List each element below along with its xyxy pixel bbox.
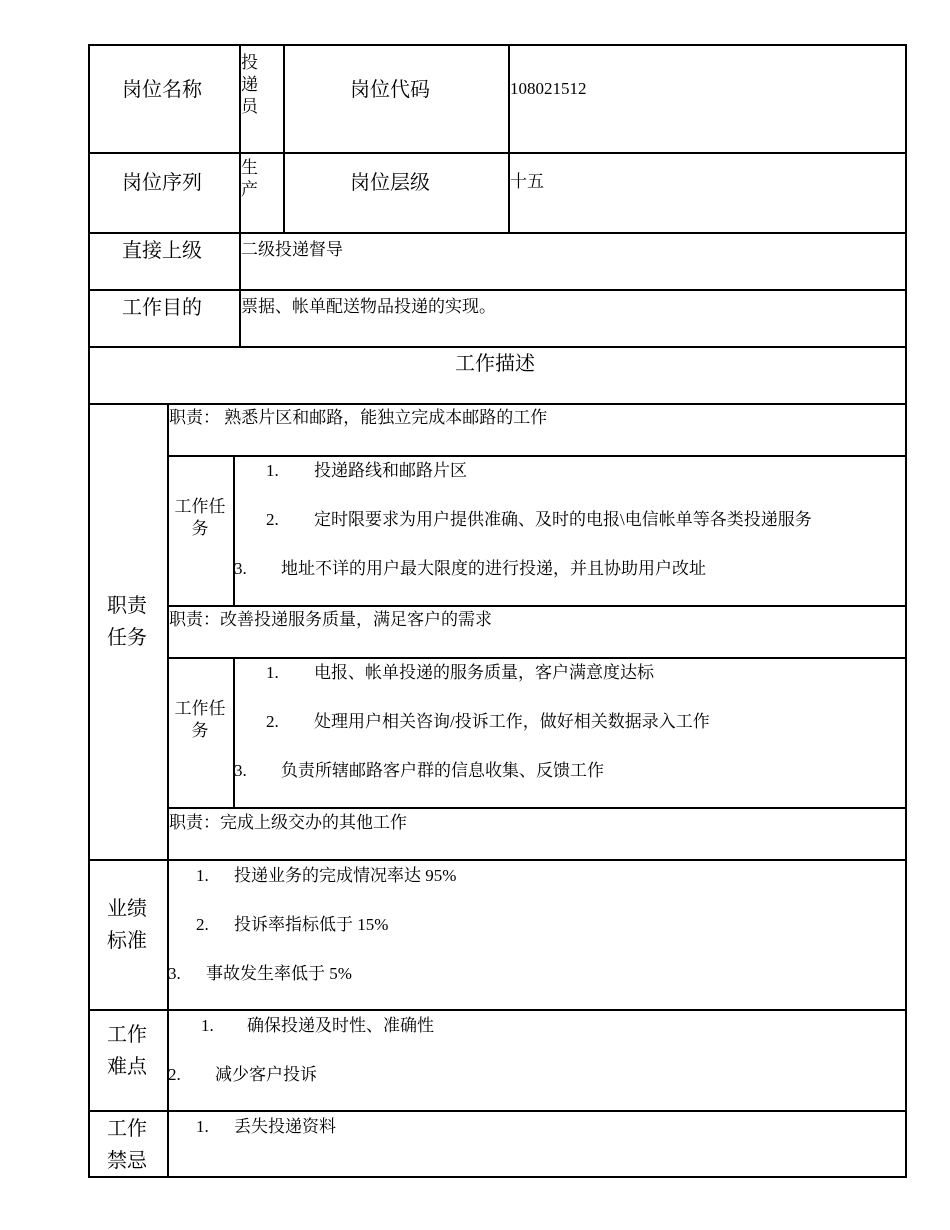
list-text: 投诉率指标低于 15% [234, 915, 389, 934]
list-text: 确保投递及时性、准确性 [247, 1016, 434, 1035]
border-duty2-tasks [167, 807, 907, 809]
duty-1-task-1 [266, 461, 467, 481]
list-text: 投递业务的完成情况率达 95% [234, 866, 457, 885]
border-right [905, 44, 907, 1178]
border-row4 [88, 346, 907, 348]
list-number: 3. [234, 761, 247, 780]
taboo-item-1 [196, 1117, 336, 1137]
post-name-value: 投递员 [241, 53, 258, 116]
difficulty-label-line2: 难点 [107, 1056, 147, 1078]
list-text: 处理用户相关咨询/投诉工作，做好相关数据录入工作 [314, 712, 710, 731]
post-level-label: 岗位层级 [350, 172, 430, 194]
list-number: 2. [266, 510, 279, 529]
performance-label-line2: 标准 [107, 930, 147, 952]
duty-2-task-3 [234, 761, 604, 781]
post-code-label: 岗位代码 [350, 79, 430, 101]
border-difficulty-end [88, 1110, 907, 1112]
list-text: 丢失投递资料 [234, 1117, 336, 1136]
duty-2-task-label: 工作任务 [174, 699, 226, 740]
list-number: 2. [196, 915, 209, 934]
list-number: 2. [168, 1065, 181, 1084]
list-text: 投递路线和邮路片区 [314, 461, 467, 480]
duty-1-task-2 [266, 510, 812, 530]
description-title: 工作描述 [455, 353, 535, 375]
purpose-value: 票据、帐单配送物品投递的实现。 [241, 297, 496, 316]
post-name-label: 岗位名称 [122, 79, 202, 101]
performance-item-3 [168, 964, 352, 984]
supervisor-value: 二级投递督导 [241, 240, 343, 259]
border-duty2-title [167, 657, 907, 659]
border-row3 [88, 289, 907, 291]
border-bottom [88, 1176, 907, 1178]
duty-3-title: 职责：完成上级交办的其他工作 [169, 813, 407, 832]
list-number: 2. [266, 712, 279, 731]
list-text: 负责所辖邮路客户群的信息收集、反馈工作 [281, 761, 604, 780]
post-code-value: 108021512 [510, 79, 587, 98]
performance-item-1 [196, 866, 456, 886]
border-duty1-title [167, 455, 907, 457]
duties-label-line1: 职责 [107, 595, 147, 617]
list-text: 减少客户投诉 [215, 1065, 317, 1084]
post-series-value: 生产 [241, 158, 258, 197]
list-number: 1. [196, 1117, 209, 1136]
border-top [88, 44, 907, 46]
post-series-label: 岗位序列 [122, 172, 202, 194]
difficulty-item-2 [168, 1065, 317, 1085]
list-text: 电报、帐单投递的服务质量，客户满意度达标 [314, 663, 654, 682]
border-task1-col [233, 455, 235, 606]
list-text: 地址不详的用户最大限度的进行投递，并且协助用户改址 [281, 559, 706, 578]
performance-item-2 [196, 915, 388, 935]
duty-1-task-3 [234, 559, 706, 579]
border-row1 [88, 152, 907, 154]
list-number: 1. [266, 461, 279, 480]
duty-2-task-2 [266, 712, 710, 732]
performance-label-line1: 业绩 [107, 898, 147, 920]
taboo-label-line1: 工作 [107, 1118, 147, 1140]
border-value-col [283, 44, 285, 233]
border-row2 [88, 232, 907, 234]
post-level-value: 十五 [510, 172, 544, 191]
difficulty-label-line1: 工作 [107, 1024, 147, 1046]
supervisor-label: 直接上级 [122, 240, 202, 262]
purpose-label: 工作目的 [122, 297, 202, 319]
border-code-col [508, 44, 510, 233]
list-number: 1. [196, 866, 209, 885]
duty-1-title: 职责： 熟悉片区和邮路，能独立完成本邮路的工作 [169, 408, 548, 427]
border-performance-end [88, 1009, 907, 1011]
duty-2-task-1 [266, 663, 654, 683]
border-left [88, 44, 90, 1178]
border-duties-end [88, 859, 907, 861]
duties-label-line2: 任务 [107, 627, 147, 649]
duty-1-task-label: 工作任务 [174, 497, 226, 538]
list-number: 3. [168, 964, 181, 983]
taboo-label-line2: 禁忌 [107, 1150, 147, 1172]
list-number: 3. [234, 559, 247, 578]
list-text: 事故发生率低于 5% [206, 964, 352, 983]
difficulty-item-1 [201, 1016, 434, 1036]
border-duty1-tasks [167, 605, 907, 607]
border-task2-col [233, 657, 235, 808]
list-number: 1. [201, 1016, 214, 1035]
list-number: 1. [266, 663, 279, 682]
list-text: 定时限要求为用户提供准确、及时的电报\电信帐单等各类投递服务 [314, 510, 812, 529]
duty-2-title: 职责：改善投递服务质量，满足客户的需求 [169, 610, 492, 629]
border-row5 [88, 403, 907, 405]
